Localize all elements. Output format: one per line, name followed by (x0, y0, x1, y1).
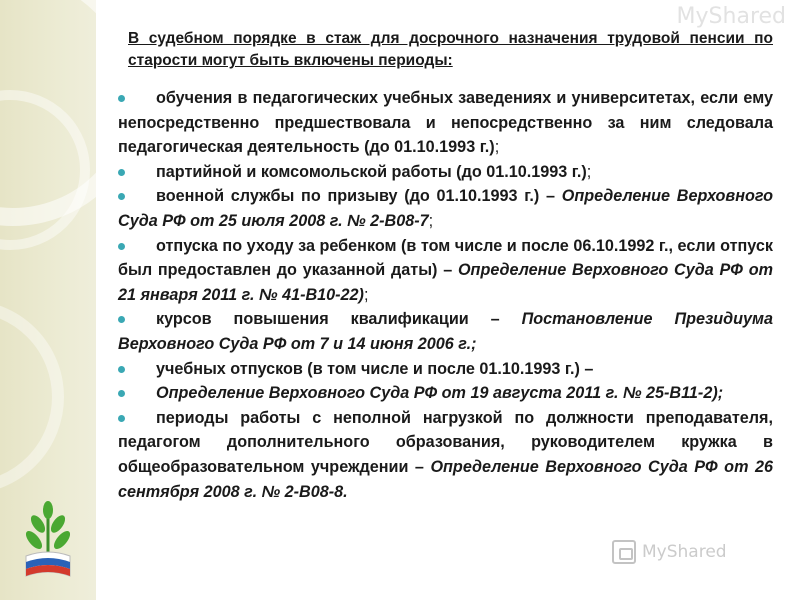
bullet-icon (118, 366, 125, 373)
bullet-icon (118, 95, 125, 102)
bullet-icon (118, 193, 125, 200)
bullet-icon (118, 316, 125, 323)
bullet-icon (118, 243, 125, 250)
bullet-icon (118, 415, 125, 422)
list-item: партийной и комсомольской работы (до 01.10.1993 г.); (118, 160, 773, 185)
list-item: Определение Верховного Суда РФ от 19 августа 2011 г. № 25-В11-2); (118, 381, 773, 406)
watermark-text: MyShared (642, 542, 727, 562)
bullet-icon (118, 169, 125, 176)
watermark-overlay (612, 538, 762, 568)
page-title: В судебном порядке в стаж для досрочного назначения трудовой пенсии по старости могут быть включены периоды: (128, 30, 773, 69)
periods-list (118, 86, 773, 504)
list-item: периоды работы с неполной нагрузкой по должности преподавателя, педагогом дополнительного образования, руководителем кружка в общеобразовательном учреждении – Определение Верховного Суда РФ от 26 сентября 2008 г. № 2-В08-8. (118, 408, 773, 501)
list-item: обучения в педагогических учебных заведениях и университетах, если ему непосредственно предшествовала и непосредственно за ним следовала педагогическая деятельность (до 01.10.1993 г.); (118, 89, 773, 157)
list-item: военной службы по призыву (до 01.10.1993 г.) – Определение Верховного Суда РФ от 25 июля 2008 г. № 2-В08-7; (118, 187, 773, 230)
list-item: учебных отпусков (в том числе и после 01.10.1993 г.) – (118, 357, 773, 382)
decorative-side-band (0, 0, 96, 600)
watermark-brand: MyShared (676, 4, 786, 29)
decorative-arc (0, 300, 64, 494)
union-logo-icon (20, 500, 76, 584)
slide-content (118, 28, 773, 504)
watermark-camera-icon (612, 540, 636, 564)
list-item: отпуска по уходу за ребенком (в том числе и после 06.10.1992 г., если отпуск был предоставлен до указанной даты) – Определение Верховного Суда РФ от 21 января 2011 г. № 41-В10-22); (118, 236, 773, 304)
bullet-icon (118, 390, 125, 397)
list-item: курсов повышения квалификации – Постановление Президиума Верховного Суда РФ от 7 и 14 июня 2006 г.; (118, 310, 774, 353)
